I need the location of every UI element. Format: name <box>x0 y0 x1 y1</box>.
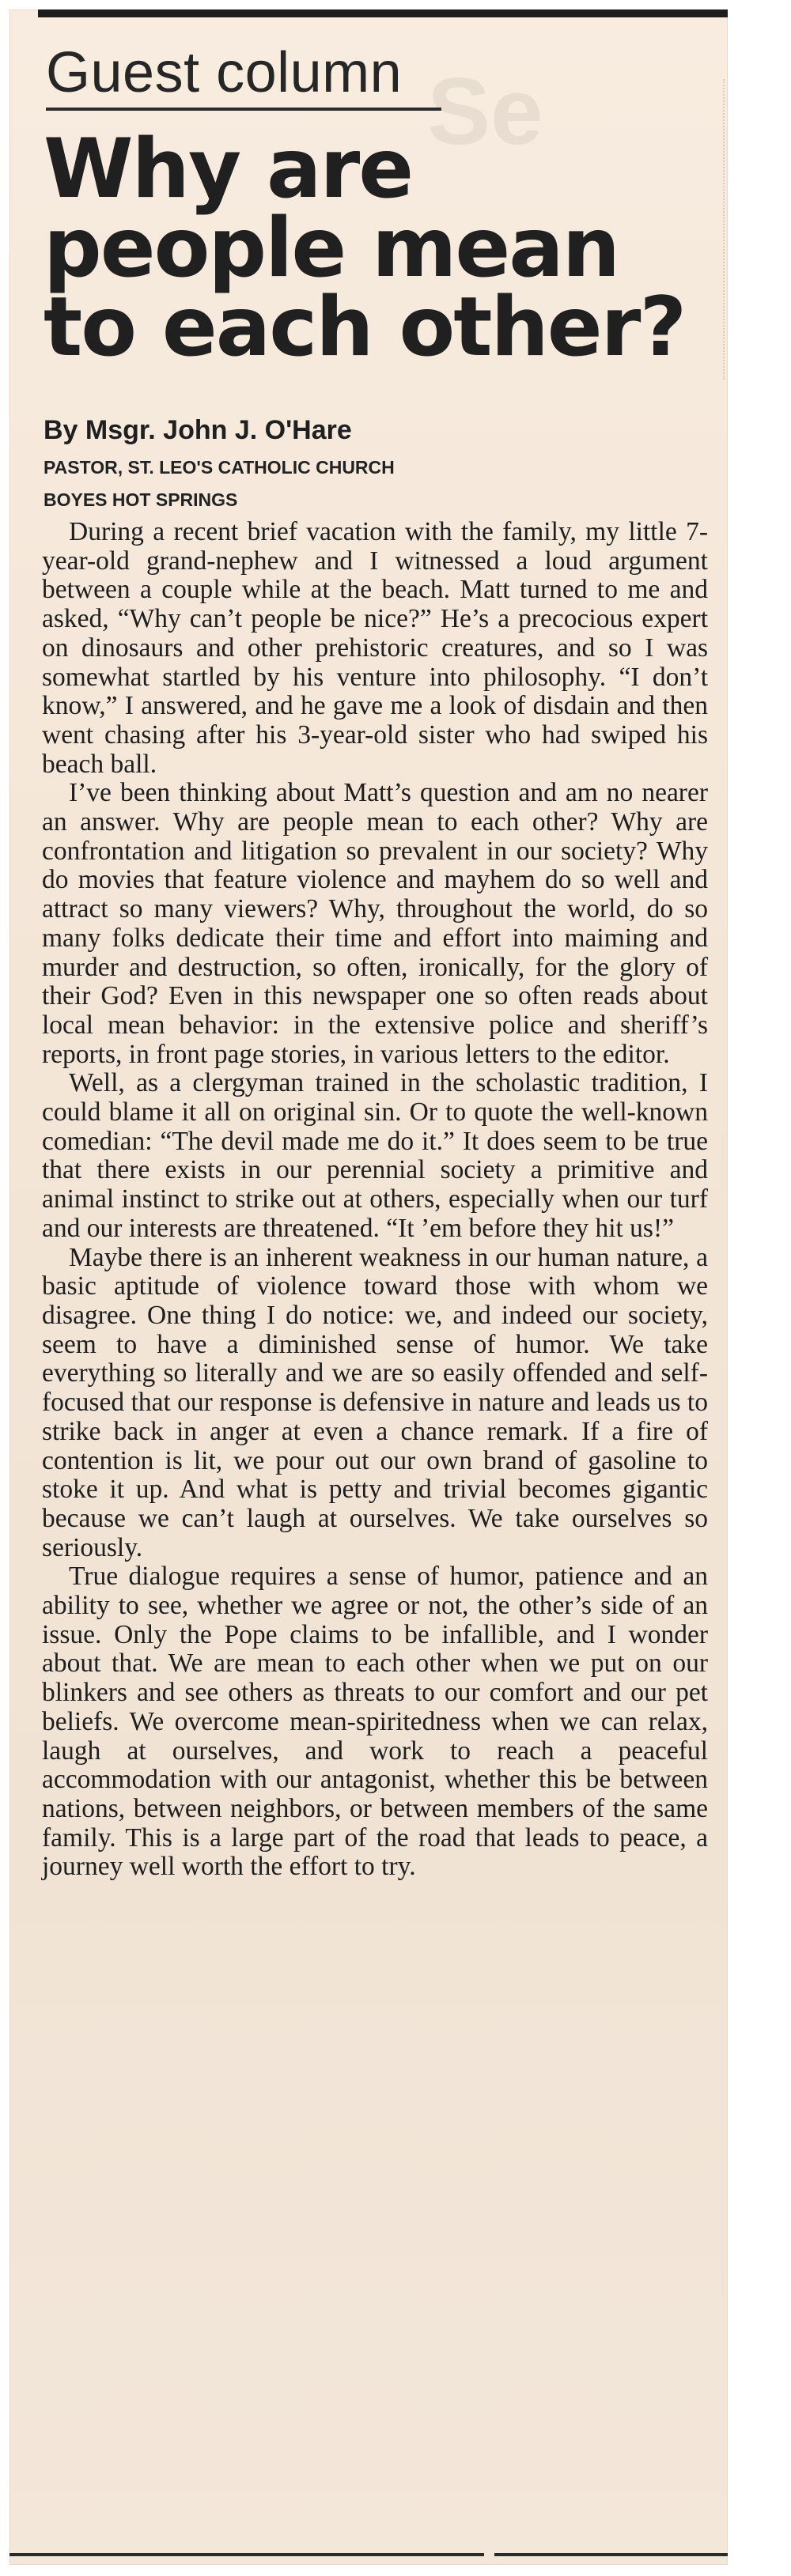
section-underline <box>46 108 441 111</box>
headline-line-1: Why are <box>44 122 413 217</box>
headline <box>44 122 708 375</box>
bottom-rule-right <box>494 2553 728 2556</box>
top-rule <box>38 9 728 17</box>
headline-line-2: people mean <box>44 201 619 296</box>
article-paragraph-3: Well, as a clergyman trained in the scholastic tradition, I could blame it all on original sin. Or to quote the well-known comedian: “The devil made me do it.” It does seem to be true that there exists in our perennial society a primitive and animal instinct to strike out at others, especially when our turf and our interests are threatened. “It ’em before they hit us!” <box>42 1068 708 1243</box>
bottom-rule-left <box>9 2553 484 2556</box>
article-paragraph-2: I’ve been thinking about Matt’s question and am no nearer an answer. Why are people mean to each other? Why are confrontation and litigation so prevalent in our society? Why do movies that feature violence and mayhem do so well and attract so many viewers? Why, throughout the world, do so many folks dedicate their time and effort into maiming and murder and destruction, so often, ironically, for the glory of their God? Even in this newspaper one so often reads about local mean behavior: in the extensive police and sheriff’s reports, in front page stories, in various letters to the editor. <box>42 778 708 1069</box>
section-label: Guest column <box>46 41 403 104</box>
author-affiliation <box>44 451 395 516</box>
affiliation-line-2: BOYES HOT SPRINGS <box>44 489 238 510</box>
article-paragraph-1: During a recent brief vacation with the family, my little 7-year-old grand-nephew and I witnessed a loud argument between a couple while at the beach. Matt turned to me and asked, “Why can’t people be nice?” He’s a precocious expert on dinosaurs and other prehistoric creatures, and so I was somewhat startled by his venture into philosophy. “I don’t know,” I answered, and he gave me a look of disdain and then went chasing after his 3-year-old sister who had swiped his beach ball. <box>42 517 708 779</box>
article-paragraph-4: Maybe there is an inherent weakness in our human nature, a basic aptitude of violence toward those with whom we disagree. One thing I do notice: we, and indeed our society, seem to have a diminished sense of humor. We take everything so literally and we are so easily offended and self-focused that our response is defensive in nature and leads us to strike back in anger at even a chance remark. If a fire of contention is lit, we pour out our own brand of gasoline to stoke it up. And what is petty and trivial becomes gigantic because we can’t laugh at ourselves. We take ourselves so seriously. <box>42 1242 708 1562</box>
affiliation-line-1: PASTOR, ST. LEO'S CATHOLIC CHURCH <box>44 457 395 478</box>
article-body <box>42 518 708 1882</box>
byline: By Msgr. John J. O'Hare <box>44 415 352 445</box>
article-paragraph-5: True dialogue requires a sense of humor, patience and an ability to see, whether we agree or not, the other’s side of an issue. Only the Pope claims to be infallible, and I wonder about that. We are mean to each other when we put on our blinkers and see others as threats to our comfort and our pet beliefs. We overcome mean-spiritedness when we can relax, laugh at ourselves, and work to reach a peaceful accommodation with our antagonist, whether this be between nations, between neighbors, or between members of the same family. This is a large part of the road that leads to peace, a journey well worth the effort to try. <box>42 1562 708 1882</box>
headline-line-3: to each other? <box>44 280 686 375</box>
